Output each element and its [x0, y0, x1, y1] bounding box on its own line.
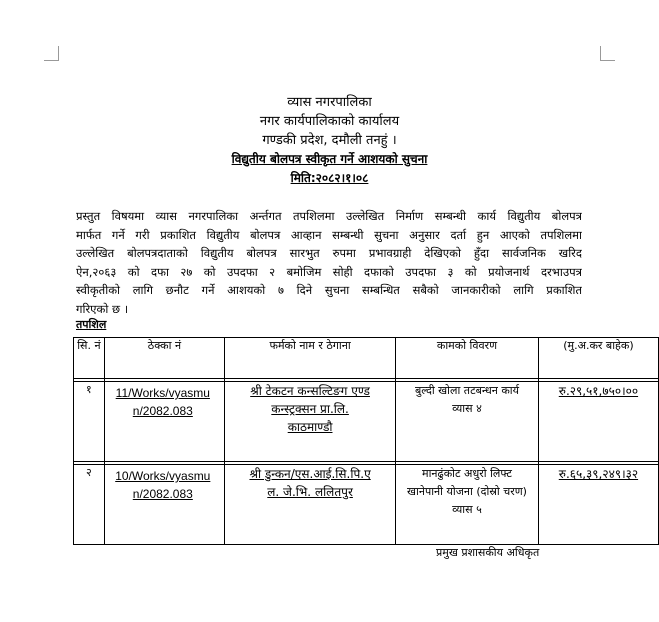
table-row: [74, 382, 659, 462]
body-line: मार्फत गर्ने गरी प्रकाशित विद्युतीय बोलपत्र आव्हान सम्बन्धी सुचना अनुसार दर्ता हुन आएको तपशिलमा: [76, 227, 582, 242]
margin-mark-top-right: [600, 46, 615, 61]
row-firm: श्री डुन्कन/एस.आई.सि.पि.एल. जे.भि. ललितपुर: [225, 465, 396, 545]
row-contract-no: 11/Works/vyasmun/2082.083: [104, 382, 224, 462]
table-caption: तपशिल: [76, 318, 107, 331]
office-address: गण्डकी प्रदेश, दमौली तनहुं ।: [262, 133, 397, 148]
row-contract-no: 10/Works/vyasmun/2082.083: [104, 465, 224, 545]
row-sn: २: [74, 465, 105, 545]
details-table: [73, 337, 659, 545]
row-amount: रु.२९,५१,७५०।००: [538, 382, 658, 462]
notice-title: विद्युतीय बोलपत्र स्वीकृत गर्ने आशयको सुचना: [231, 152, 428, 166]
header-contract-no: ठेक्का नं: [104, 338, 224, 379]
notice-body: [76, 207, 582, 318]
row-firm: श्री टेकटन कन्सल्टिङग एण्ड कन्स्ट्रक्सन प्रा.लि. काठमाण्डौ: [225, 382, 396, 462]
office-subtitle: नगर कार्यपालिकाको कार्यालय: [259, 114, 400, 129]
header-sn: सि. नं: [74, 338, 105, 379]
table-row: [74, 465, 659, 545]
table-header-row: [74, 338, 659, 379]
row-amount: रु.६५,३९,२४९।३२: [538, 465, 658, 545]
margin-mark-top-left: [44, 46, 59, 61]
header-work: कामको विवरण: [396, 338, 539, 379]
body-line: ऐन,२०६३ को दफा २७ को उपदफा २ बमोजिम सोही दफाको उपदफा ३ को प्रयोजनार्थ दरभाउपत्र: [76, 264, 582, 279]
body-line: गरिएको छ ।: [76, 301, 129, 316]
header-firm: फर्मको नाम र ठेगाना: [225, 338, 396, 379]
signatory-title: प्रमुख प्रशासकीय अधिकृत: [436, 546, 540, 559]
notice-date: मिति:२०८२।१।०८: [290, 171, 369, 185]
header-amount: (मु.अ.कर बाहेक): [538, 338, 658, 379]
body-line: उल्लेखित बोलपत्रदाताको विद्युतीय बोलपत्र सारभुत रुपमा प्रभावग्राही देखिएको हुँदा सार्वजनिक खरिद: [76, 246, 582, 260]
office-name: व्यास नगरपालिका: [287, 95, 372, 110]
body-line: स्वीकृतीको लागि छनौट गर्ने आशयको ७ दिने सुचना सम्बन्धित सबैको जानकारीको लागि प्रकाशित: [76, 283, 582, 297]
row-sn: १: [74, 382, 105, 462]
row-work: बुल्दी खोला तटबन्धन कार्य व्यास ४: [396, 382, 539, 462]
row-work: मानढुंकोट अधुरो लिफ्ट खानेपानी योजना (दोस्रो चरण) व्यास ५: [396, 465, 539, 545]
body-line: प्रस्तुत विषयमा व्यास नगरपालिका अर्न्तगत तपशिलमा उल्लेखित निर्माण सम्बन्धी कार्य विद्युतीय बोलपत्र: [76, 209, 582, 223]
